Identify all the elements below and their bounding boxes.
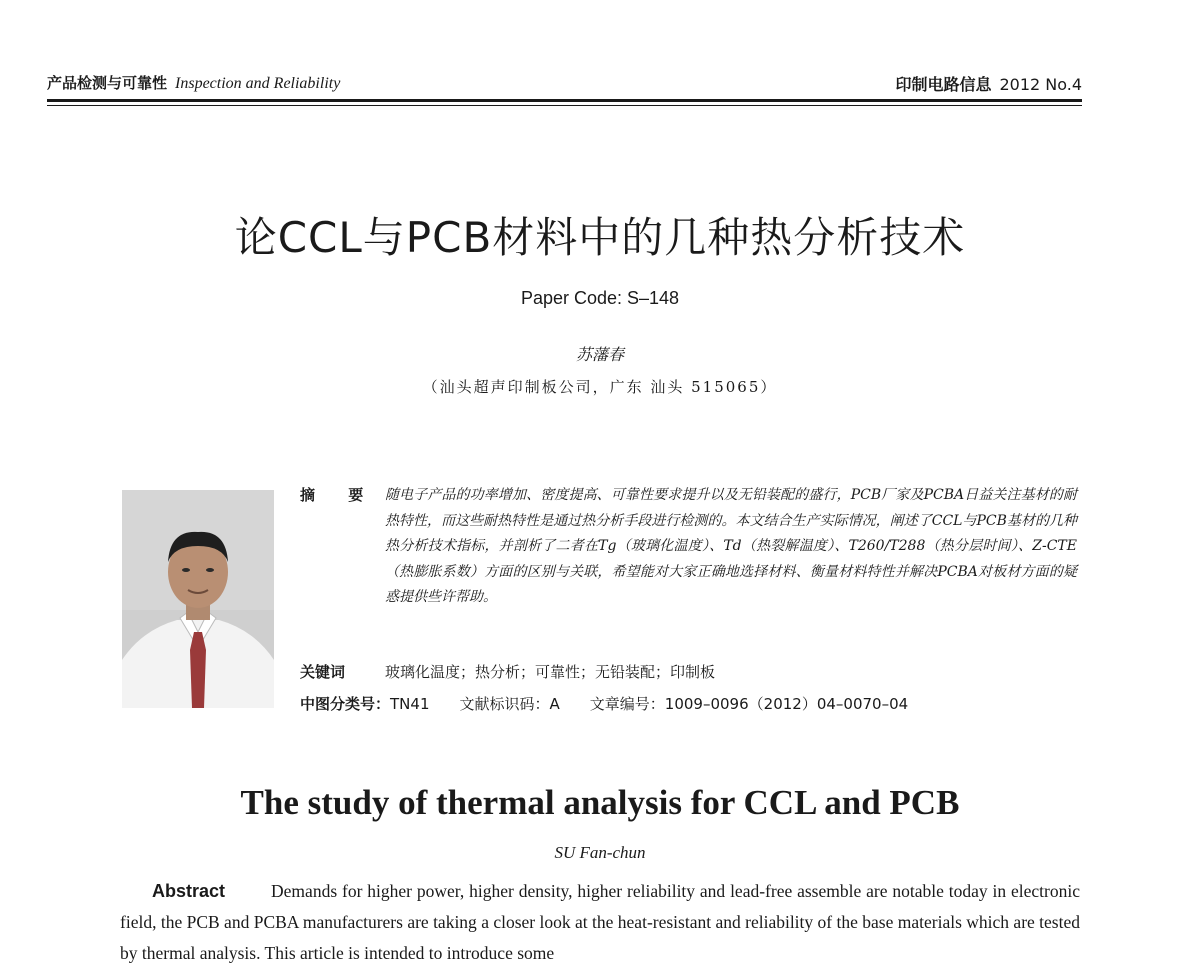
paper-title-en: The study of thermal analysis for CCL and PCB xyxy=(240,783,960,822)
clc-value: TN41 xyxy=(390,695,430,713)
keywords-label: 关键词 xyxy=(300,663,346,681)
article-no-value: 1009–0096（2012）04–0070–04 xyxy=(664,695,909,713)
author-photo xyxy=(122,490,274,708)
column-title-en: Inspection and Reliability xyxy=(175,75,341,92)
doc-code-label: 文献标识码： xyxy=(459,695,550,713)
header-rule-thin xyxy=(47,105,1082,106)
article-no-label: 文章编号： xyxy=(589,695,665,713)
affiliation-cn: （汕头超声印制板公司，广东 汕头 515065） xyxy=(422,378,778,396)
author-en: SU Fan-chun xyxy=(554,843,646,862)
abstract-en xyxy=(120,876,1080,969)
journal-name: 印制电路信息 xyxy=(895,75,992,94)
classification-row xyxy=(300,693,908,714)
clc-label: 中图分类号： xyxy=(300,695,391,713)
keywords-text: 玻璃化温度；热分析；可靠性；无铅装配；印制板 xyxy=(385,663,716,681)
author-portrait-image xyxy=(122,490,274,708)
abstract-en-text: Demands for higher power, higher density, higher reliability and lead-free assemble are notable today in electronic field, the PCB and PCBA manufacturers are taking a closer look at the heat-resistant and reliability of the base materials which are tested by thermal analysis. This article is intended to introduce some xyxy=(120,881,1080,963)
paper-title-cn: 论CCL与PCB材料中的几种热分析技术 xyxy=(234,213,966,262)
abstract-cn-label: 摘 要 xyxy=(300,486,378,504)
running-header-column xyxy=(47,72,340,93)
abstract-en-label: Abstract xyxy=(152,881,226,901)
doc-code-value: A xyxy=(549,695,560,713)
paper-code: Paper Code: S–148 xyxy=(520,288,680,308)
column-title-cn: 产品检测与可靠性 xyxy=(47,74,168,92)
issue-number: 2012 No.4 xyxy=(999,75,1082,94)
header-rule-thick xyxy=(47,99,1082,102)
abstract-cn-text: 随电子产品的功率增加、密度提高、可靠性要求提升以及无铅装配的盛行，PCB厂家及PCBA日益关注基材的耐热特性，而这些耐热特性是通过热分析手段进行检测的。本文结合生产实际情况，阐述了CCL与PCB基材的几种热分析技术指标，并剖析了二者在Tg（玻璃化温度）、Td（热裂解温度）、T260/T288（热分层时间）、Z-CTE（热膨胀系数）方面的区别与关联，希望能对大家正确地选择材料、衡量材料特性并解决PCBA对板材方面的疑惑提供些许帮助。 xyxy=(385,487,1077,605)
running-header-journal xyxy=(895,72,1082,95)
author-cn: 苏藩春 xyxy=(575,345,624,364)
